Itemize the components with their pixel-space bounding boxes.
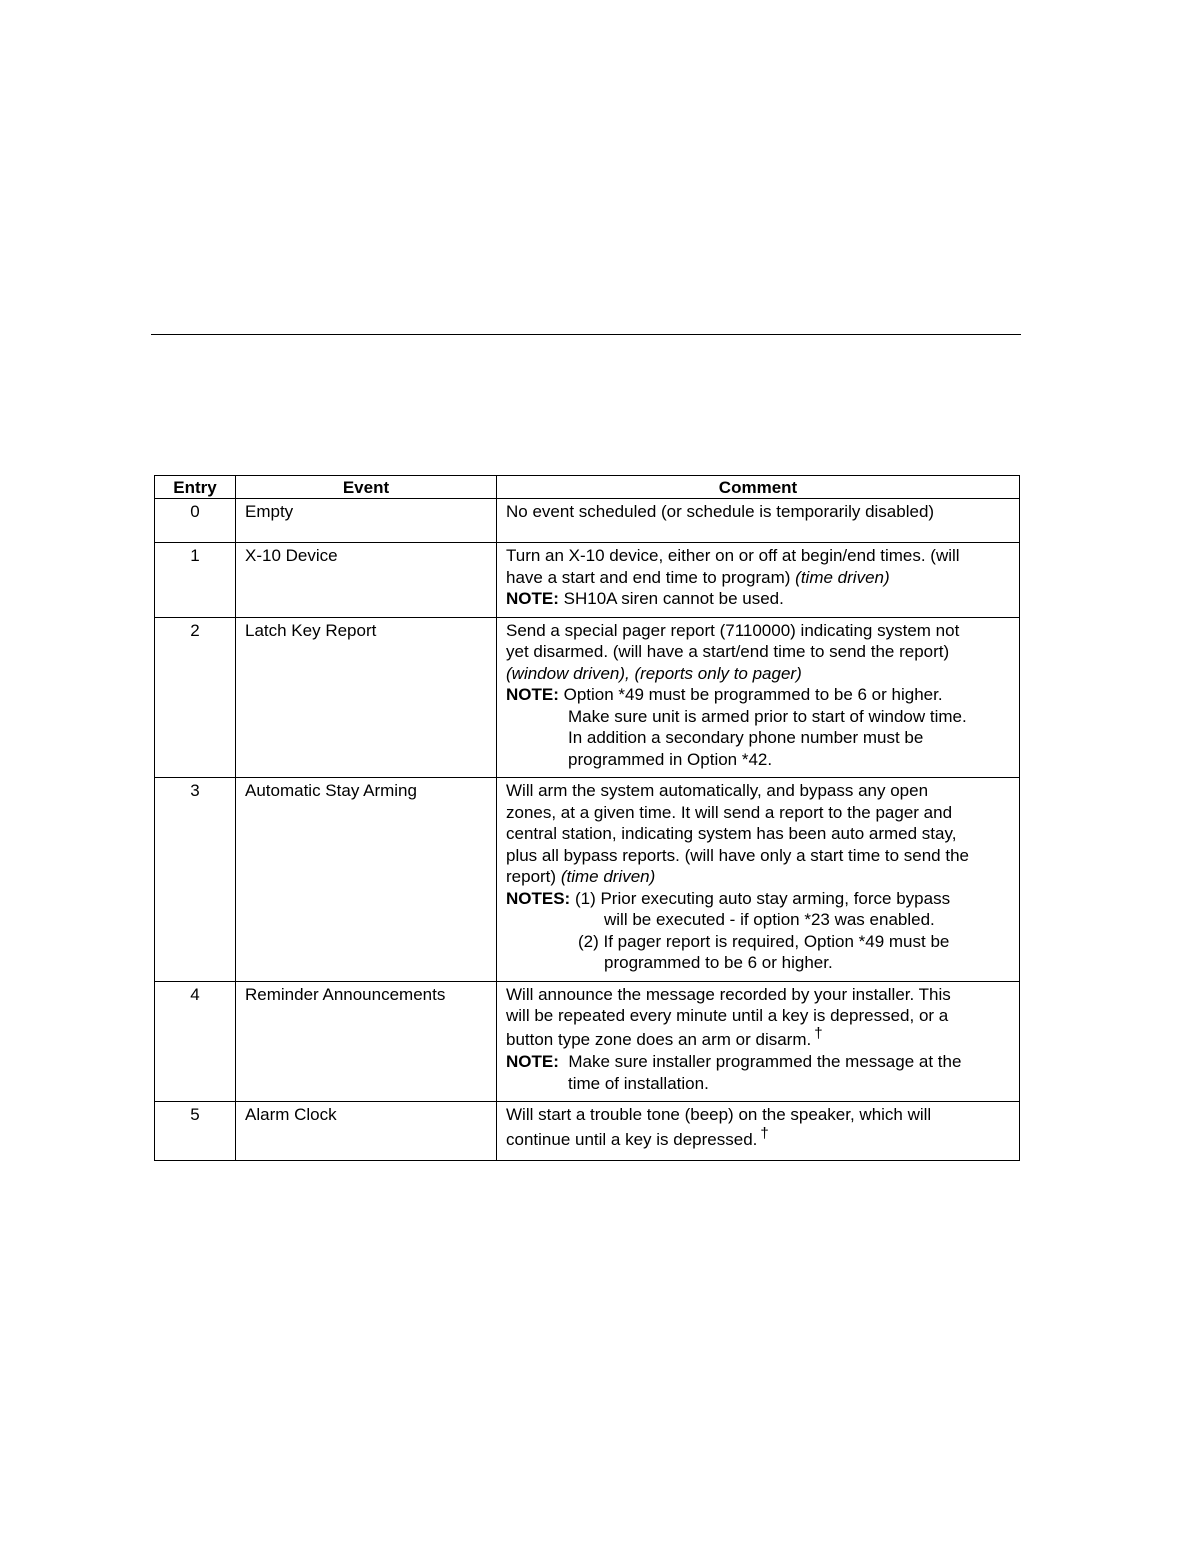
comment-cell — [497, 778, 1020, 982]
header-comment: Comment — [497, 476, 1020, 499]
comment-italic-line: (window driven), (reports only to pager) — [506, 663, 802, 683]
comment-line — [506, 1124, 1010, 1152]
comment-text: continue until a key is depressed. — [506, 1129, 758, 1149]
header-event: Event — [236, 476, 497, 499]
event-cell: Reminder Announcements — [236, 981, 497, 1102]
entry-cell: 3 — [155, 778, 236, 982]
dagger-footnote-marker: † — [760, 1124, 769, 1142]
event-cell: Latch Key Report — [236, 617, 497, 778]
horizontal-rule — [151, 334, 1021, 335]
comment-cell — [497, 499, 1020, 543]
note-line: programmed in Option *42. — [568, 749, 773, 769]
table-row — [155, 981, 1020, 1102]
table-row — [155, 1102, 1020, 1161]
event-cell: Automatic Stay Arming — [236, 778, 497, 982]
table-header-row — [155, 476, 1020, 499]
note-label: NOTE: — [506, 1052, 559, 1071]
note-label: NOTE: — [506, 589, 559, 608]
comment-line: Turn an X-10 device, either on or off at begin/end times. (will — [506, 546, 960, 565]
note-line: (2) If pager report is required, Option *49 must be — [578, 931, 950, 951]
note-text: SH10A siren cannot be used. — [563, 589, 784, 608]
comment-line: central station, indicating system has been auto armed stay, — [506, 824, 957, 843]
comment-line — [506, 1024, 1010, 1052]
comment-cell — [497, 981, 1020, 1102]
comment-italic-text: (time driven) — [560, 867, 656, 886]
scheduled-events-table — [154, 475, 1020, 1161]
table-row — [155, 778, 1020, 982]
entry-cell: 1 — [155, 543, 236, 618]
comment-line — [506, 866, 1010, 888]
note-text: Option *49 must be programmed to be 6 or higher. — [563, 685, 943, 704]
comment-line — [506, 567, 1010, 589]
dagger-footnote-marker: † — [814, 1024, 823, 1042]
comment-line: Will start a trouble tone (beep) on the speaker, which will — [506, 1105, 932, 1124]
entry-cell: 2 — [155, 617, 236, 778]
table-row — [155, 543, 1020, 618]
comment-text: report) — [506, 867, 557, 886]
note-line: In addition a secondary phone number must be — [568, 728, 924, 747]
comment-line: yet disarmed. (will have a start/end time to send the report) — [506, 642, 950, 661]
comment-line: Will arm the system automatically, and bypass any open — [506, 781, 929, 800]
event-cell: X-10 Device — [236, 543, 497, 618]
table-row — [155, 617, 1020, 778]
note-line — [506, 888, 1010, 910]
note-text: Make sure installer programmed the message at the — [568, 1052, 962, 1071]
note-line: time of installation. — [568, 1073, 709, 1093]
header-entry: Entry — [155, 476, 236, 499]
comment-line: will be repeated every minute until a key is depressed, or a — [506, 1006, 949, 1025]
table-row — [155, 499, 1020, 543]
note-line: programmed to be 6 or higher. — [604, 953, 833, 972]
entry-cell: 4 — [155, 981, 236, 1102]
entry-cell: 5 — [155, 1102, 236, 1161]
comment-text: button type zone does an arm or disarm. — [506, 1029, 812, 1049]
comment-line: zones, at a given time. It will send a report to the pager and — [506, 802, 953, 822]
event-cell: Alarm Clock — [236, 1102, 497, 1161]
note-line — [506, 684, 1010, 706]
comment-cell — [497, 543, 1020, 618]
note-label: NOTE: — [506, 685, 559, 704]
event-cell: Empty — [236, 499, 497, 543]
comment-italic-text: (time driven) — [795, 567, 890, 587]
note-line: Make sure unit is armed prior to start of window time. — [568, 706, 967, 726]
comment-text: have a start and end time to program) — [506, 567, 791, 587]
comment-line: Send a special pager report (7110000) indicating system not — [506, 620, 960, 640]
comment-cell — [497, 1102, 1020, 1161]
comment-line: Will announce the message recorded by your installer. This — [506, 984, 951, 1004]
note-line — [506, 588, 1010, 610]
note-text: (1) Prior executing auto stay arming, force bypass — [574, 888, 951, 908]
note-line: will be executed - if option *23 was enabled. — [604, 910, 935, 929]
comment-line: plus all bypass reports. (will have only a start time to send the — [506, 845, 969, 865]
entry-cell: 0 — [155, 499, 236, 543]
comment-line: No event scheduled (or schedule is temporarily disabled) — [506, 502, 935, 521]
note-line — [506, 1051, 1010, 1073]
note-label: NOTES: — [506, 888, 571, 908]
comment-cell — [497, 617, 1020, 778]
